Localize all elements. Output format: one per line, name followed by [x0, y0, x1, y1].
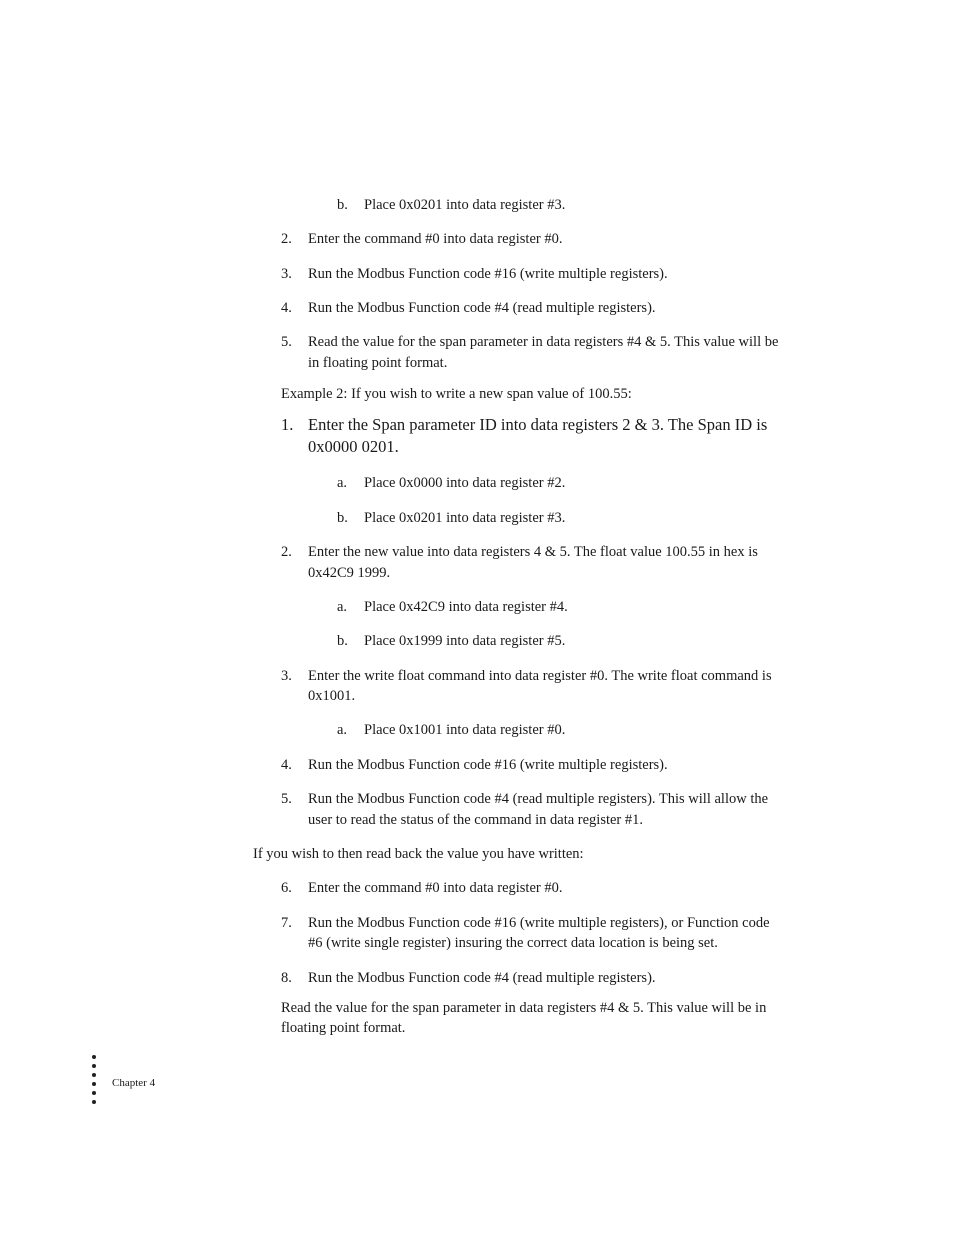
step-text-continued: in floating point format.	[308, 355, 448, 371]
list-marker: a.	[337, 599, 348, 615]
list-marker: 7.	[281, 915, 292, 931]
list-marker: b.	[337, 197, 348, 213]
list-marker: 5.	[281, 791, 292, 807]
list-marker: 4.	[281, 757, 292, 773]
list-marker: 2.	[281, 231, 292, 247]
step-text-continued: 0x42C9 1999.	[308, 565, 391, 581]
closing-paragraph-continued: floating point format.	[281, 1020, 406, 1036]
step-text: Enter the write float command into data register #0. The write float command is	[308, 668, 772, 684]
step-text: Place 0x1999 into data register #5.	[364, 633, 566, 649]
example-heading: Example 2: If you wish to write a new span value of 100.55:	[281, 386, 632, 402]
readback-intro: If you wish to then read back the value you have written:	[253, 846, 584, 862]
footer-dots	[92, 1055, 98, 1111]
step-text: Enter the command #0 into data register #0.	[308, 880, 563, 896]
step-text: Enter the Span parameter ID into data registers 2 & 3. The Span ID is	[308, 415, 768, 434]
footer-dot	[92, 1064, 96, 1068]
step-text: Run the Modbus Function code #16 (write multiple registers).	[308, 757, 668, 773]
chapter-label: Chapter 4	[112, 1077, 156, 1089]
step-text-continued: user to read the status of the command in data register #1.	[308, 812, 644, 828]
step-text: Read the value for the span parameter in data registers #4 & 5. This value will be	[308, 334, 779, 350]
step-text: Place 0x0201 into data register #3.	[364, 510, 566, 526]
step-text: Place 0x42C9 into data register #4.	[364, 599, 568, 615]
list-marker: 4.	[281, 300, 292, 316]
list-marker: b.	[337, 510, 348, 526]
list-marker: 2.	[281, 544, 292, 560]
footer-dot	[92, 1055, 96, 1059]
step-text: Enter the command #0 into data register #0.	[308, 231, 563, 247]
step-text: Run the Modbus Function code #4 (read multiple registers).	[308, 970, 656, 986]
step-text-continued: #6 (write single register) insuring the correct data location is being set.	[308, 935, 718, 951]
footer-dot	[92, 1100, 96, 1104]
step-text: Run the Modbus Function code #16 (write multiple registers).	[308, 266, 668, 282]
list-marker: 8.	[281, 970, 292, 986]
list-marker: 1.	[281, 415, 294, 434]
list-marker: 3.	[281, 266, 292, 282]
step-text: Place 0x1001 into data register #0.	[364, 722, 566, 738]
list-marker: a.	[337, 722, 348, 738]
list-marker: 3.	[281, 668, 292, 684]
list-marker: a.	[337, 475, 348, 491]
closing-paragraph: Read the value for the span parameter in data registers #4 & 5. This value will be in	[281, 1000, 767, 1016]
footer-dot	[92, 1091, 96, 1095]
step-text: Run the Modbus Function code #4 (read multiple registers).	[308, 300, 656, 316]
step-text: Place 0x0201 into data register #3.	[364, 197, 566, 213]
list-marker: 5.	[281, 334, 292, 350]
step-text-continued: 0x0000 0201.	[308, 437, 399, 456]
footer-dot	[92, 1082, 96, 1086]
step-text: Place 0x0000 into data register #2.	[364, 475, 566, 491]
list-marker: 6.	[281, 880, 292, 896]
step-text: Run the Modbus Function code #16 (write multiple registers), or Function code	[308, 915, 770, 931]
footer-dot	[92, 1073, 96, 1077]
step-text-continued: 0x1001.	[308, 688, 356, 704]
step-text: Enter the new value into data registers 4 & 5. The float value 100.55 in hex is	[308, 544, 758, 560]
list-marker: b.	[337, 633, 348, 649]
step-text: Run the Modbus Function code #4 (read multiple registers). This will allow the	[308, 791, 769, 807]
